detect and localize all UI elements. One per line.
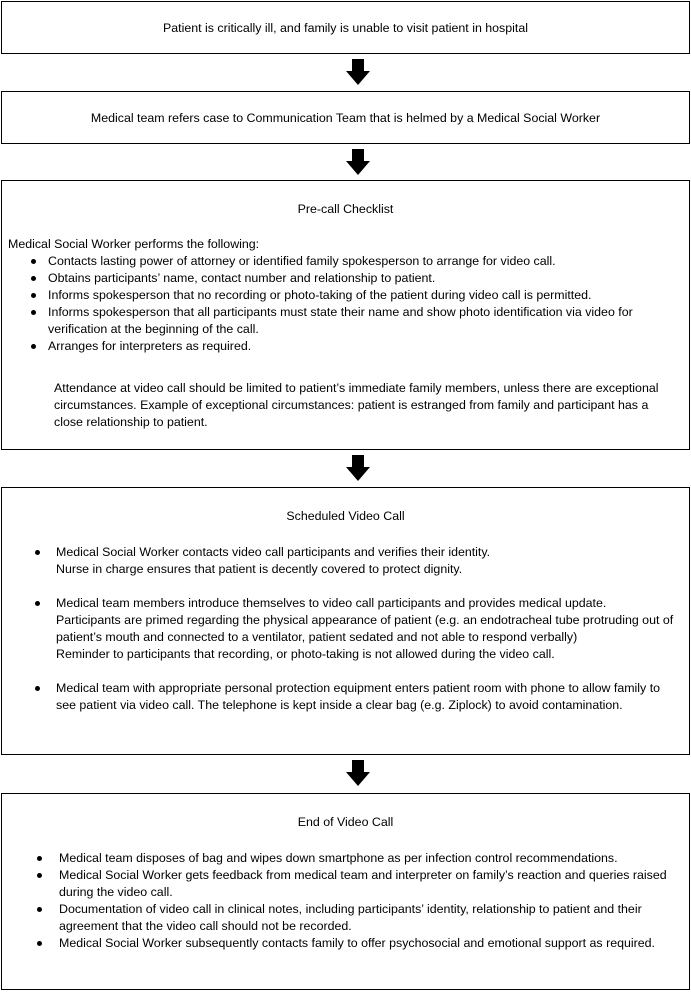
step-box-situation (1, 1, 690, 54)
checklist-list (2, 253, 669, 355)
step-referral-text: Medical team refers case to Communication Team that is helmed by a Medical Social Worker (90, 111, 601, 125)
list-item: Medical Social Worker subsequently contacts family to offer psychosocial and emotional support as required. (2, 935, 667, 952)
list-item: Arranges for interpreters as required. (2, 338, 669, 355)
list-item: Contacts lasting power of attorney or identified family spokesperson to arrange for video call. (2, 253, 669, 270)
down-arrow-icon (346, 59, 370, 85)
section-title: Pre-call Checklist (297, 202, 394, 216)
attendance-note: Attendance at video call should be limited to patient’s immediate family members, unless there are exceptional circumstances. Example of exceptional circumstances: patient is estranged from family and participant has a close relationship to patient. (54, 381, 659, 429)
list-item: Informs spokesperson that no recording or photo-taking of the patient during video call is permitted. (2, 287, 669, 304)
step-box-end-of-video-call (1, 793, 690, 990)
list-item: Documentation of video call in clinical notes, including participants’ identity, relationship to patient and their agreement that the video call should not be recorded. (2, 901, 667, 935)
list-item: Medical Social Worker contacts video call participants and verifies their identity. Nurse in charge ensures that patient is decently covered to protect dignity. (2, 544, 675, 578)
video-call-list (2, 544, 675, 714)
step-situation-text: Patient is critically ill, and family is unable to visit patient in hospital (162, 21, 528, 35)
list-item: Medical team members introduce themselves to video call participants and provides medical update. Participants are primed regarding the physical appearance of patient (e.g. an endotracheal tube protruding out of patient’s mouth and connected to a ventilator, patient sedated and not able to respond verbally) Reminder to participants that recording, or photo-taking is not allowed during the video call. (2, 595, 675, 663)
down-arrow-icon (346, 760, 370, 786)
list-item: Medical Social Worker gets feedback from medical team and interpreter on family’s reaction and queries raised during the video call. (2, 867, 667, 901)
end-call-list (2, 850, 667, 952)
down-arrow-icon (346, 149, 370, 175)
list-item: Medical team disposes of bag and wipes down smartphone as per infection control recommendations. (2, 850, 667, 867)
step-box-referral (1, 91, 690, 144)
down-arrow-icon (346, 455, 370, 481)
step-box-scheduled-video-call (1, 487, 690, 755)
list-item: Informs spokesperson that all participants must state their name and show photo identification via video for verification at the beginning of the call. (2, 304, 669, 338)
section-title: Scheduled Video Call (286, 509, 405, 523)
step-box-pre-call-checklist (1, 180, 690, 450)
checklist-intro: Medical Social Worker performs the following: (8, 237, 260, 251)
list-item: Medical team with appropriate personal protection equipment enters patient room with phone to allow family to see patient via video call. The telephone is kept inside a clear bag (e.g. Ziplock) to avoid contamination. (2, 680, 675, 714)
list-item: Obtains participants’ name, contact number and relationship to patient. (2, 270, 669, 287)
section-title: End of Video Call (297, 815, 394, 829)
